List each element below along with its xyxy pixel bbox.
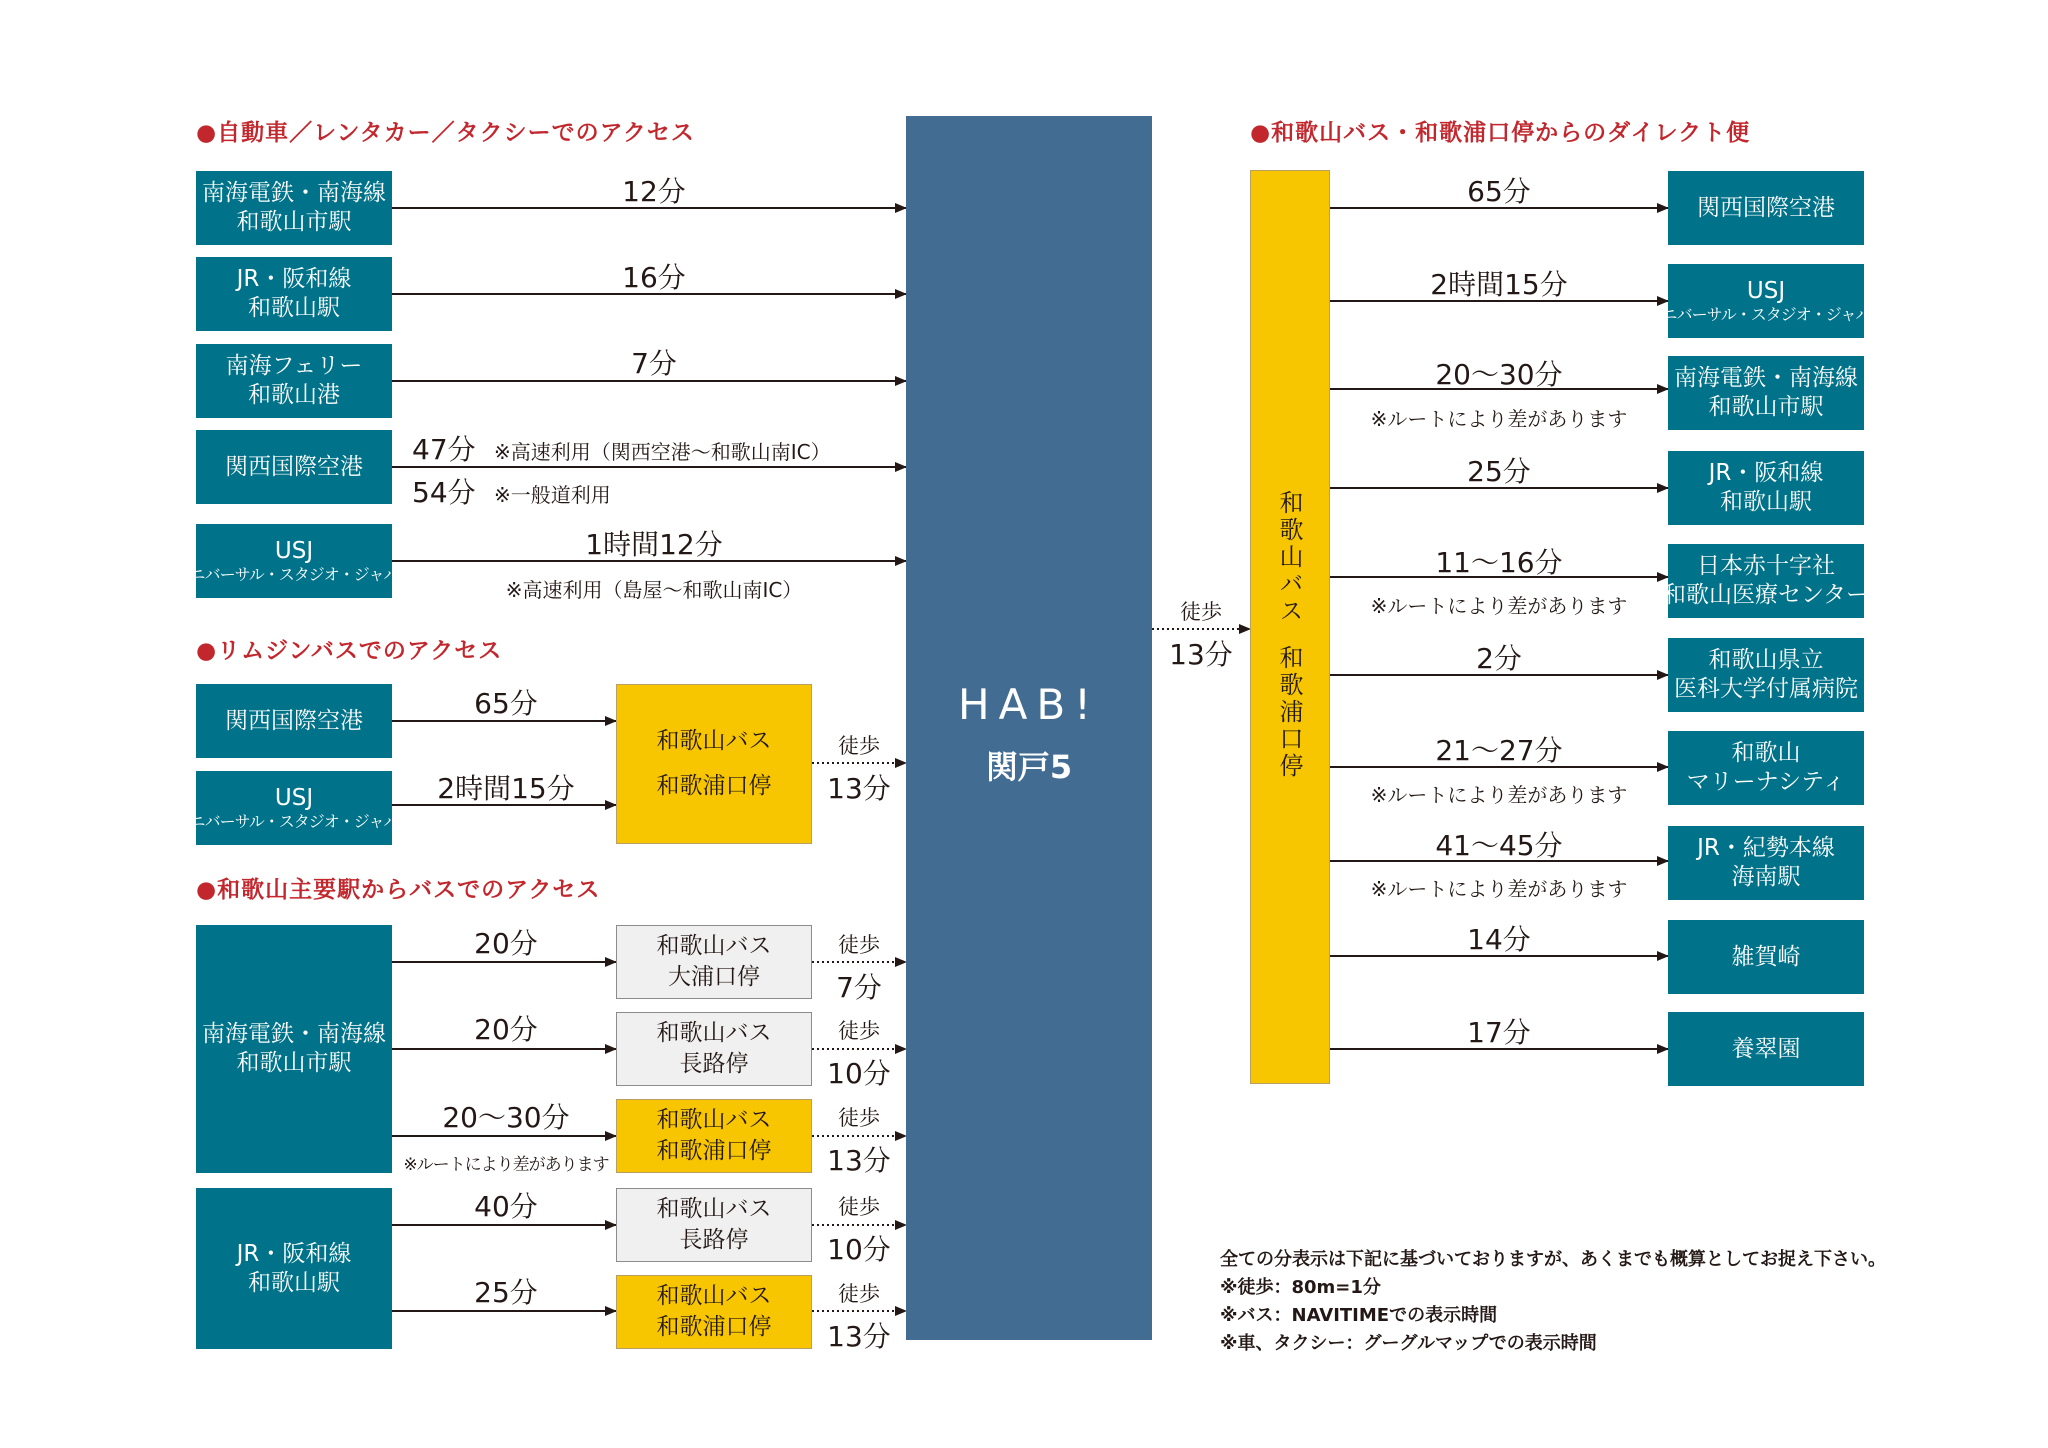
direct-dest-2 <box>1646 264 1886 338</box>
car-time-4a: 47分 <box>412 433 476 466</box>
car-origin-1-line2: 和歌山市駅 <box>236 209 352 235</box>
direct-dest-9 <box>1668 920 1864 994</box>
footnote-4: ※車、タクシー：グーグルマップでの表示時間 <box>1220 1333 1597 1354</box>
car-note-5: ※高速利用（島屋～和歌山南IC） <box>505 578 803 602</box>
bus-time-1: 20分 <box>474 927 538 960</box>
direct-time-6: 2分 <box>1476 642 1522 675</box>
car-origin-1-line1: 南海電鉄・南海線 <box>202 180 386 207</box>
direct-dest-3-line2: 和歌山市駅 <box>1708 394 1824 420</box>
car-time-4b: 54分 <box>412 476 476 509</box>
direct-dest-6 <box>1668 638 1864 712</box>
limo-stop <box>616 684 812 844</box>
direct-dest-8-line2: 海南駅 <box>1731 864 1801 890</box>
car-origin-2-line2: 和歌山駅 <box>248 295 340 321</box>
bus-stop-3 <box>616 1099 812 1173</box>
direct-bar-col2: 和歌浦口停 <box>1275 645 1303 780</box>
bus-walk-time-1: 7分 <box>836 971 882 1004</box>
direct-dest-1 <box>1668 171 1864 245</box>
car-origin-2 <box>196 257 392 331</box>
bus-walk-time-3: 13分 <box>827 1144 891 1177</box>
direct-dest-9-line1: 雑賀崎 <box>1731 943 1801 970</box>
car-origin-4 <box>196 430 392 504</box>
bus-station-1 <box>196 925 392 1173</box>
direct-dest-7-line1: 和歌山 <box>1731 740 1801 767</box>
direct-dest-4-line2: 和歌山駅 <box>1720 489 1812 515</box>
bus-station-1-line2: 和歌山市駅 <box>236 1050 352 1076</box>
direct-dest-7 <box>1668 731 1864 805</box>
direct-note-8: ※ルートにより差があります <box>1370 877 1628 901</box>
direct-time-7: 21〜27分 <box>1435 734 1563 767</box>
car-origin-2-line1: JR・阪和線 <box>236 266 352 293</box>
bus-stop-5 <box>616 1275 812 1349</box>
direct-time-8: 41〜45分 <box>1435 829 1563 862</box>
direct-dest-2-sub: ユニバーサル・スタジオ・ジャパン <box>1646 305 1886 325</box>
direct-dest-3-line1: 南海電鉄・南海線 <box>1674 365 1858 392</box>
direct-note-7: ※ルートにより差があります <box>1370 783 1628 807</box>
direct-dest-2-line1: USJ <box>1746 277 1786 304</box>
car-origin-3-line1: 南海フェリー <box>225 353 363 380</box>
bus-stop-5-line2: 和歌浦口停 <box>656 1314 772 1340</box>
hub-name: 関戸5 <box>985 748 1073 786</box>
section-title-bus: ●和歌山主要駅からバスでのアクセス <box>196 877 601 903</box>
direct-time-10: 17分 <box>1467 1016 1531 1049</box>
limo-origin-2-sub: ユニバーサル・スタジオ・ジャパン <box>174 812 414 832</box>
bus-stop-4-line2: 長路停 <box>679 1227 749 1253</box>
direct-bar-col1: 和歌山バス <box>1275 490 1303 625</box>
car-time-5: 1時間12分 <box>585 528 723 561</box>
limo-walk-time: 13分 <box>827 772 891 805</box>
bus-stop-2 <box>616 1012 812 1086</box>
bus-time-5: 25分 <box>474 1276 538 1309</box>
car-time-1: 12分 <box>622 175 686 208</box>
direct-note-3: ※ルートにより差があります <box>1370 407 1628 431</box>
bus-note-3: ※ルートにより差があります <box>403 1155 609 1175</box>
section-title-car: ●自動車／レンタカー／タクシーでのアクセス <box>196 120 695 146</box>
bus-walk-label-2: 徒歩 <box>838 1019 880 1043</box>
direct-dest-4 <box>1668 451 1864 525</box>
car-note-4a: ※高速利用（関西空港～和歌山南IC） <box>494 440 831 464</box>
bus-stop-4-line1: 和歌山バス <box>656 1195 772 1222</box>
bus-station-2 <box>196 1188 392 1349</box>
bus-walk-label-4: 徒歩 <box>838 1195 880 1219</box>
footnote-3: ※バス：NAVITIMEでの表示時間 <box>1220 1305 1498 1326</box>
direct-time-1: 65分 <box>1467 175 1531 208</box>
bus-time-3: 20〜30分 <box>442 1101 570 1134</box>
limo-origin-2 <box>174 771 414 845</box>
car-time-2: 16分 <box>622 261 686 294</box>
bus-walk-label-5: 徒歩 <box>838 1282 880 1306</box>
bus-station-1-line1: 南海電鉄・南海線 <box>202 1021 386 1048</box>
car-origin-5-line1: USJ <box>274 537 314 564</box>
bus-stop-2-line1: 和歌山バス <box>656 1019 772 1046</box>
bus-time-4: 40分 <box>474 1190 538 1223</box>
direct-dest-10-line1: 養翠園 <box>1731 1035 1801 1062</box>
bus-stop-5-line1: 和歌山バス <box>656 1282 772 1309</box>
bus-walk-time-2: 10分 <box>827 1057 891 1090</box>
car-time-3: 7分 <box>631 347 677 380</box>
direct-dest-5-line2: 和歌山医療センター <box>1662 582 1870 608</box>
direct-time-5: 11〜16分 <box>1435 546 1563 579</box>
direct-dest-5-line1: 日本赤十字社 <box>1697 553 1835 580</box>
limo-time-2: 2時間15分 <box>437 772 575 805</box>
direct-dest-5 <box>1662 544 1870 618</box>
footnote-2: ※徒歩：80m=1分 <box>1220 1277 1381 1298</box>
direct-note-5: ※ルートにより差があります <box>1370 594 1628 618</box>
limo-stop-line2: 和歌浦口停 <box>656 773 772 799</box>
car-origin-1 <box>196 171 392 245</box>
bus-stop-3-line2: 和歌浦口停 <box>656 1138 772 1164</box>
bus-station-2-line1: JR・阪和線 <box>236 1240 352 1267</box>
limo-origin-1-line1: 関西国際空港 <box>225 707 363 734</box>
limo-origin-1 <box>196 684 392 758</box>
bus-walk-label-1: 徒歩 <box>838 933 880 957</box>
section-title-direct: ●和歌山バス・和歌浦口停からのダイレクト便 <box>1250 120 1751 146</box>
direct-dest-1-line1: 関西国際空港 <box>1697 194 1835 221</box>
limo-origin-2-line1: USJ <box>274 784 314 811</box>
bus-stop-1-line1: 和歌山バス <box>656 932 772 959</box>
car-origin-3 <box>196 344 392 418</box>
bus-time-2: 20分 <box>474 1013 538 1046</box>
hub-walk-time: 13分 <box>1169 638 1233 671</box>
direct-dest-10 <box>1668 1012 1864 1086</box>
direct-dest-7-line2: マリーナシティ <box>1686 769 1846 795</box>
section-title-limousine: ●リムジンバスでのアクセス <box>196 638 503 664</box>
direct-time-3: 20〜30分 <box>1435 358 1563 391</box>
direct-dest-6-line2: 医科大学付属病院 <box>1674 676 1858 702</box>
direct-time-9: 14分 <box>1467 923 1531 956</box>
bus-stop-1-line2: 大浦口停 <box>668 964 760 990</box>
hub-walk-label: 徒歩 <box>1180 600 1222 624</box>
limo-time-1: 65分 <box>474 687 538 720</box>
direct-time-2: 2時間15分 <box>1430 268 1568 301</box>
car-origin-4-line1: 関西国際空港 <box>225 453 363 480</box>
direct-origin-bar <box>1250 170 1330 1084</box>
direct-time-4: 25分 <box>1467 455 1531 488</box>
bus-stop-2-line2: 長路停 <box>679 1051 749 1077</box>
direct-dest-3 <box>1668 356 1864 430</box>
direct-dest-4-line1: JR・阪和線 <box>1708 460 1824 487</box>
direct-dest-6-line1: 和歌山県立 <box>1708 647 1824 674</box>
car-origin-5-sub: ユニバーサル・スタジオ・ジャパン <box>174 565 414 585</box>
car-note-4b: ※一般道利用 <box>494 483 611 507</box>
car-origin-5 <box>174 524 414 598</box>
hub-logo: HAB! <box>958 680 1100 729</box>
bus-walk-time-5: 13分 <box>827 1320 891 1353</box>
direct-dest-8-line1: JR・紀勢本線 <box>1697 835 1835 862</box>
bus-walk-time-4: 10分 <box>827 1233 891 1266</box>
limo-walk-label: 徒歩 <box>838 734 880 758</box>
limo-stop-line1: 和歌山バス <box>656 727 772 754</box>
bus-station-2-line2: 和歌山駅 <box>248 1269 340 1296</box>
bus-stop-4 <box>616 1188 812 1262</box>
bus-stop-1 <box>616 925 812 999</box>
car-origin-3-line2: 和歌山港 <box>248 382 340 408</box>
bus-walk-label-3: 徒歩 <box>838 1106 880 1130</box>
direct-dest-8 <box>1668 826 1864 900</box>
footnote-1: 全ての分表示は下記に基づいておりますが、あくまでも概算としてお捉え下さい。 <box>1220 1249 1886 1270</box>
bus-stop-3-line1: 和歌山バス <box>656 1106 772 1133</box>
